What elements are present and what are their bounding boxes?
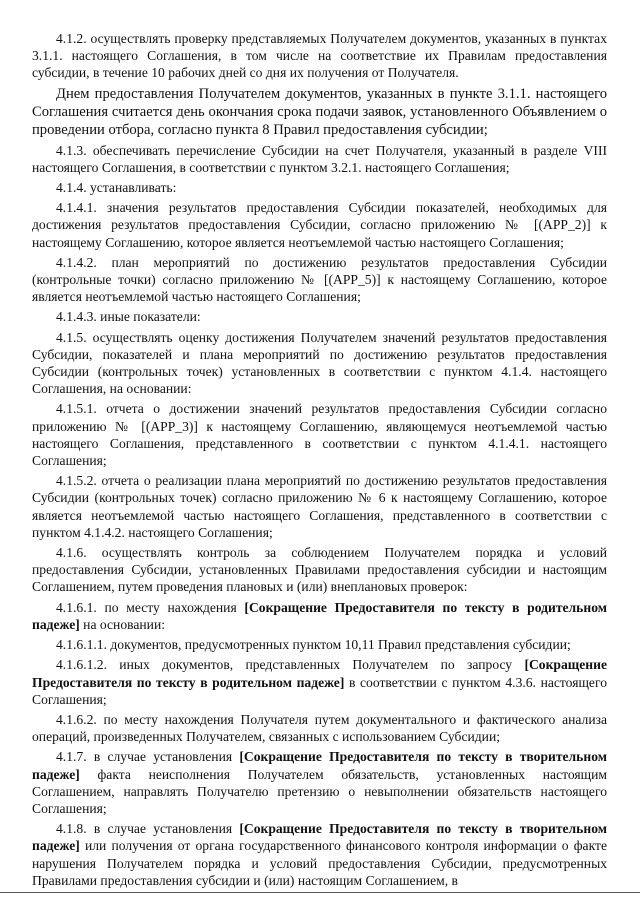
paragraph-p4-1-6 — [32, 544, 607, 596]
placeholder-text: [Сокращение Предоставителя по тексту в творительном падеже] — [32, 749, 607, 782]
paragraph-p4-1-6-1 — [32, 599, 607, 633]
paragraph-p-deadline — [32, 85, 607, 139]
paragraph-text: 4.1.4.1. значения результатов предоставления Субсидии показателей, необходимых для достижения результатов предоставления Субсидии, согласно приложению № [(APP_2)] к настоящему Соглашению, которое является неотъемлемой частью настоящего Соглашения; — [32, 200, 607, 250]
paragraph-text: 4.1.6.2. по месту нахождения Получателя путем документального и фактического анализа операций, произведенных Получателем, связанных с использованием Субсидии; — [32, 711, 607, 745]
paragraph-p4-1-4-2 — [32, 254, 607, 306]
paragraph-p4-1-6-2 — [32, 711, 607, 745]
paragraph-text: 4.1.4.3. иные показатели: — [56, 309, 201, 325]
paragraph-text: 4.1.6. осуществлять контроль за соблюдением Получателем порядка и условий предоставления Субсидии, установленных Правилами предоставления субсидии и настоящим Соглашением, путем проведения плановых и (или) внеплановых проверок: — [32, 545, 607, 595]
paragraph-p4-1-8 — [32, 820, 607, 889]
paragraph-text: 4.1.5.1. отчета о достижении значений результатов предоставления Субсидии согласно приложению № [(APP_3)] к настоящему Соглашению, являющемуся неотъемлемой частью настоящего Соглашения, представленного в соответствии с пунктом 4.1.4.1. настоящего Соглашения; — [32, 401, 607, 469]
paragraph-p4-1-5-1 — [32, 400, 607, 469]
paragraph-p4-1-2 — [32, 30, 607, 82]
paragraph-p4-1-4 — [32, 179, 607, 196]
paragraph-p4-1-5-2 — [32, 472, 607, 541]
paragraph-p4-1-7 — [32, 748, 607, 817]
paragraph-text: 4.1.3. обеспечивать перечисление Субсидии на счет Получателя, указанный в разделе VIII настоящего Соглашения, в соответствии с пунктом 3.2.1. настоящего Соглашения; — [32, 142, 607, 175]
paragraph-text: 4.1.4. устанавливать: — [56, 180, 177, 196]
paragraph-text: 4.1.4.2. план мероприятий по достижению результатов предоставления Субсидии (контрольные точки) согласно приложению № [(APP_5)] к настоящему Соглашению, которое является неотъемлемой частью настоящего Соглашения; — [32, 254, 607, 305]
paragraph-p4-1-6-1-2 — [32, 656, 607, 708]
paragraph-p4-1-3 — [32, 142, 607, 176]
paragraph-p4-1-5 — [32, 329, 607, 398]
paragraph-text: на основании: — [79, 616, 166, 632]
paragraph-text: 4.1.5. осуществлять оценку достижения Получателем значений результатов предоставления Субсидии, показателей и плана мероприятий по достижению результатов предоставления Субсидии (контрольных точек) установленных в соответствии с пунктом 4.1.4. настоящего Соглашения, на основании: — [32, 329, 607, 397]
paragraph-text: 4.1.7. в случае установления — [56, 749, 240, 765]
page-bottom-border — [0, 892, 640, 893]
paragraph-text: 4.1.5.2. отчета о реализации плана мероприятий по достижению результатов предоставления Субсидии (контрольных точек) согласно приложению № 6 к настоящему Соглашению, которое является неотъемлемой частью настоящего Соглашения, представленного в соответствии с пунктом 4.1.4.2. настоящего Соглашения; — [32, 473, 607, 540]
paragraph-text: или получения от органа государственного финансового контроля информации о факте нарушения Получателем порядка и условий предоставления Субсидии, предусмотренных Правилами предоставления субсидии и (или) настоящим Соглашением, в — [32, 838, 607, 888]
document-body — [32, 30, 607, 889]
paragraph-text: 4.1.6.1.2. иных документов, представленных Получателем по запросу — [56, 657, 525, 673]
paragraph-text: 4.1.8. в случае установления — [56, 821, 240, 837]
paragraph-text: 4.1.2. осуществлять проверку представляемых Получателем документов, указанных в пунктах 3.1.1. настоящего Соглашения, в том числе на соответствие их Правилам предоставления субсидии, в течение 10 рабочих дней со дня их получения от Получателя. — [32, 31, 607, 81]
paragraph-text: в соответствии с пунктом 4.3.6. настоящего Соглашения; — [32, 674, 607, 707]
placeholder-text: [Сокращение Предоставителя по тексту в родительном падеже] — [32, 657, 607, 690]
placeholder-text: [Сокращение Предоставителя по тексту в творительном падеже] — [32, 821, 607, 854]
paragraph-text: Днем предоставления Получателем документов, указанных в пункте 3.1.1. настоящего Соглашения считается день окончания срока подачи заявок, установленного Объявлением о проведении отбора, согласно пункта 8 Правил предоставления субсидии; — [32, 85, 607, 138]
paragraph-text: 4.1.6.1. по месту нахождения — [56, 599, 245, 615]
placeholder-text: [Сокращение Предоставителя по тексту в родительном падеже] — [32, 599, 607, 632]
paragraph-p4-1-4-3 — [32, 308, 607, 325]
paragraph-p4-1-4-1 — [32, 199, 607, 251]
paragraph-text: 4.1.6.1.1. документов, предусмотренных пунктом 10,11 Правил представления субсидии; — [56, 637, 571, 653]
paragraph-text: факта неисполнения Получателем обязательств, установленных настоящим Соглашением, направлять Получателю претензию о невыполнении обязательств настоящего Соглашения; — [32, 766, 607, 816]
paragraph-p4-1-6-1-1 — [32, 636, 607, 653]
